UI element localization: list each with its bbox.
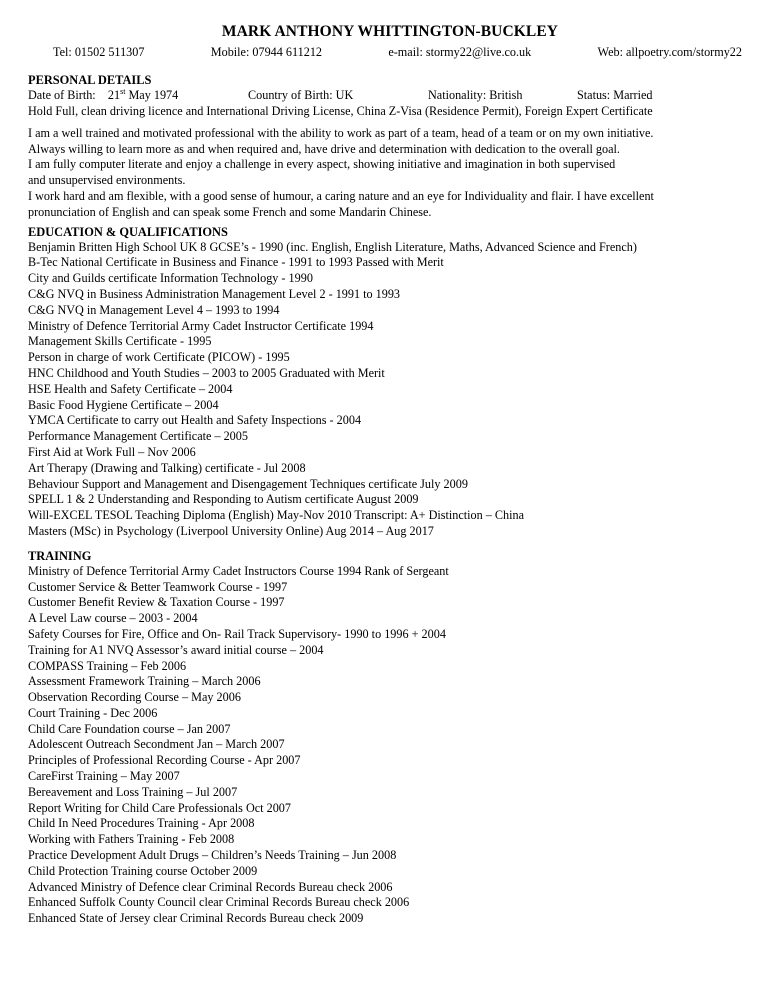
education-item: Basic Food Hygiene Certificate – 2004	[28, 397, 219, 412]
profile-line: I work hard and am flexible, with a good sense of humour, a caring nature and an eye for Individuality and flair. I have excellent	[28, 188, 654, 203]
education-item: Performance Management Certificate – 2005	[28, 429, 248, 444]
training-item: Enhanced State of Jersey clear Criminal Records Bureau check 2009	[28, 911, 364, 926]
mobile: Mobile: 07944 611212	[210, 45, 323, 59]
profile-line: and unsupervised environments.	[28, 173, 186, 188]
education-heading: EDUCATION & QUALIFICATIONS	[28, 224, 228, 239]
training-item: Court Training - Dec 2006	[28, 705, 158, 720]
education-item: Ministry of Defence Territorial Army Cadet Instructor Certificate 1994	[28, 318, 374, 333]
education-item: HNC Childhood and Youth Studies – 2003 to 2005 Graduated with Merit	[28, 365, 385, 380]
training-item: Ministry of Defence Territorial Army Cadet Instructors Course 1994 Rank of Sergeant	[28, 563, 449, 578]
education-item: YMCA Certificate to carry out Health and Safety Inspections - 2004	[28, 413, 362, 428]
training-item: Training for A1 NVQ Assessor’s award initial course – 2004	[28, 642, 324, 657]
education-item: First Aid at Work Full – Nov 2006	[28, 444, 196, 459]
profile-line: I am fully computer literate and enjoy a challenge in every aspect, showing initiative and imagination in both supervised	[28, 157, 616, 172]
training-item: Enhanced Suffolk County Council clear Criminal Records Bureau check 2006	[28, 895, 410, 910]
personal-details-line	[28, 88, 752, 104]
training-item: A Level Law course – 2003 - 2004	[28, 611, 198, 626]
training-item: Safety Courses for Fire, Office and On- Rail Track Supervisory- 1990 to 1996 + 2004	[28, 626, 446, 641]
education-item: Will-EXCEL TESOL Teaching Diploma (English) May-Nov 2010 Transcript: A+ Distinction – China	[28, 508, 525, 523]
training-item: Adolescent Outreach Secondment Jan – March 2007	[28, 737, 285, 752]
education-item: Management Skills Certificate - 1995	[28, 334, 212, 349]
training-item: Child Care Foundation course – Jan 2007	[28, 721, 231, 736]
telephone: Tel: 01502 511307	[53, 45, 145, 59]
training-item: Customer Service & Better Teamwork Course - 1997	[28, 579, 288, 594]
training-item: Principles of Professional Recording Course - Apr 2007	[28, 753, 301, 768]
training-item: COMPASS Training – Feb 2006	[28, 658, 187, 673]
email: e-mail: stormy22@live.co.uk	[388, 45, 532, 59]
education-item: SPELL 1 & 2 Understanding and Responding to Autism certificate August 2009	[28, 492, 419, 507]
education-item: C&G NVQ in Management Level 4 – 1993 to 1994	[28, 302, 280, 317]
training-heading: TRAINING	[28, 548, 92, 563]
training-item: Report Writing for Child Care Professionals Oct 2007	[28, 800, 291, 815]
contact-line	[53, 44, 742, 60]
training-list	[28, 564, 752, 927]
education-list	[28, 240, 752, 540]
training-item: Bereavement and Loss Training – Jul 2007	[28, 784, 238, 799]
website: Web: allpoetry.com/stormy22	[597, 45, 742, 59]
training-item: Child Protection Training course October 2009	[28, 863, 258, 878]
profile-line: Always willing to learn more as and when required and, have drive and determination with dedication to the overall goal.	[28, 141, 620, 156]
training-item: Observation Recording Course – May 2006	[28, 690, 241, 705]
candidate-name: MARK ANTHONY WHITTINGTON-BUCKLEY	[221, 23, 559, 40]
education-item: HSE Health and Safety Certificate – 2004	[28, 381, 233, 396]
profile-line: I am a well trained and motivated professional with the ability to work as part of a team, head of a team or on my own initiative.	[28, 125, 654, 140]
cv-page	[28, 22, 752, 927]
profile-line: pronunciation of English and can speak some French and some Mandarin Chinese.	[28, 204, 432, 219]
education-item: B-Tec National Certificate in Business and Finance - 1991 to 1993 Passed with Merit	[28, 255, 444, 270]
training-item: Customer Benefit Review & Taxation Course - 1997	[28, 595, 285, 610]
personal-details-heading: PERSONAL DETAILS	[28, 73, 152, 87]
marital-status: Status: Married	[577, 88, 653, 102]
training-item: Working with Fathers Training - Feb 2008	[28, 832, 235, 847]
training-item: CareFirst Training – May 2007	[28, 769, 180, 784]
education-item: Behaviour Support and Management and Disengagement Techniques certificate July 2009	[28, 476, 468, 491]
training-item: Child In Need Procedures Training - Apr 2008	[28, 816, 255, 831]
education-item: Masters (MSc) in Psychology (Liverpool University Online) Aug 2014 – Aug 2017	[28, 523, 434, 538]
profile-paragraph	[28, 126, 752, 221]
training-item: Assessment Framework Training – March 2006	[28, 674, 261, 689]
nationality: Nationality: British	[428, 88, 523, 102]
country-of-birth: Country of Birth: UK	[248, 88, 354, 102]
education-item: Art Therapy (Drawing and Talking) certificate - Jul 2008	[28, 460, 306, 475]
licences: Hold Full, clean driving licence and International Driving License, China Z-Visa (Residence Permit), Foreign Expert Certificate	[28, 104, 653, 118]
education-item: C&G NVQ in Business Administration Management Level 2 - 1991 to 1993	[28, 286, 401, 301]
date-of-birth: Date of Birth: 21st May 1974	[28, 86, 179, 102]
education-item: City and Guilds certificate Information Technology - 1990	[28, 271, 313, 286]
education-item: Benjamin Britten High School UK 8 GCSE’s - 1990 (inc. English, English Literature, Maths, Advanced Science and French)	[28, 239, 637, 254]
training-item: Advanced Ministry of Defence clear Criminal Records Bureau check 2006	[28, 879, 393, 894]
training-item: Practice Development Adult Drugs – Children’s Needs Training – Jun 2008	[28, 848, 397, 863]
education-item: Person in charge of work Certificate (PICOW) - 1995	[28, 350, 290, 365]
